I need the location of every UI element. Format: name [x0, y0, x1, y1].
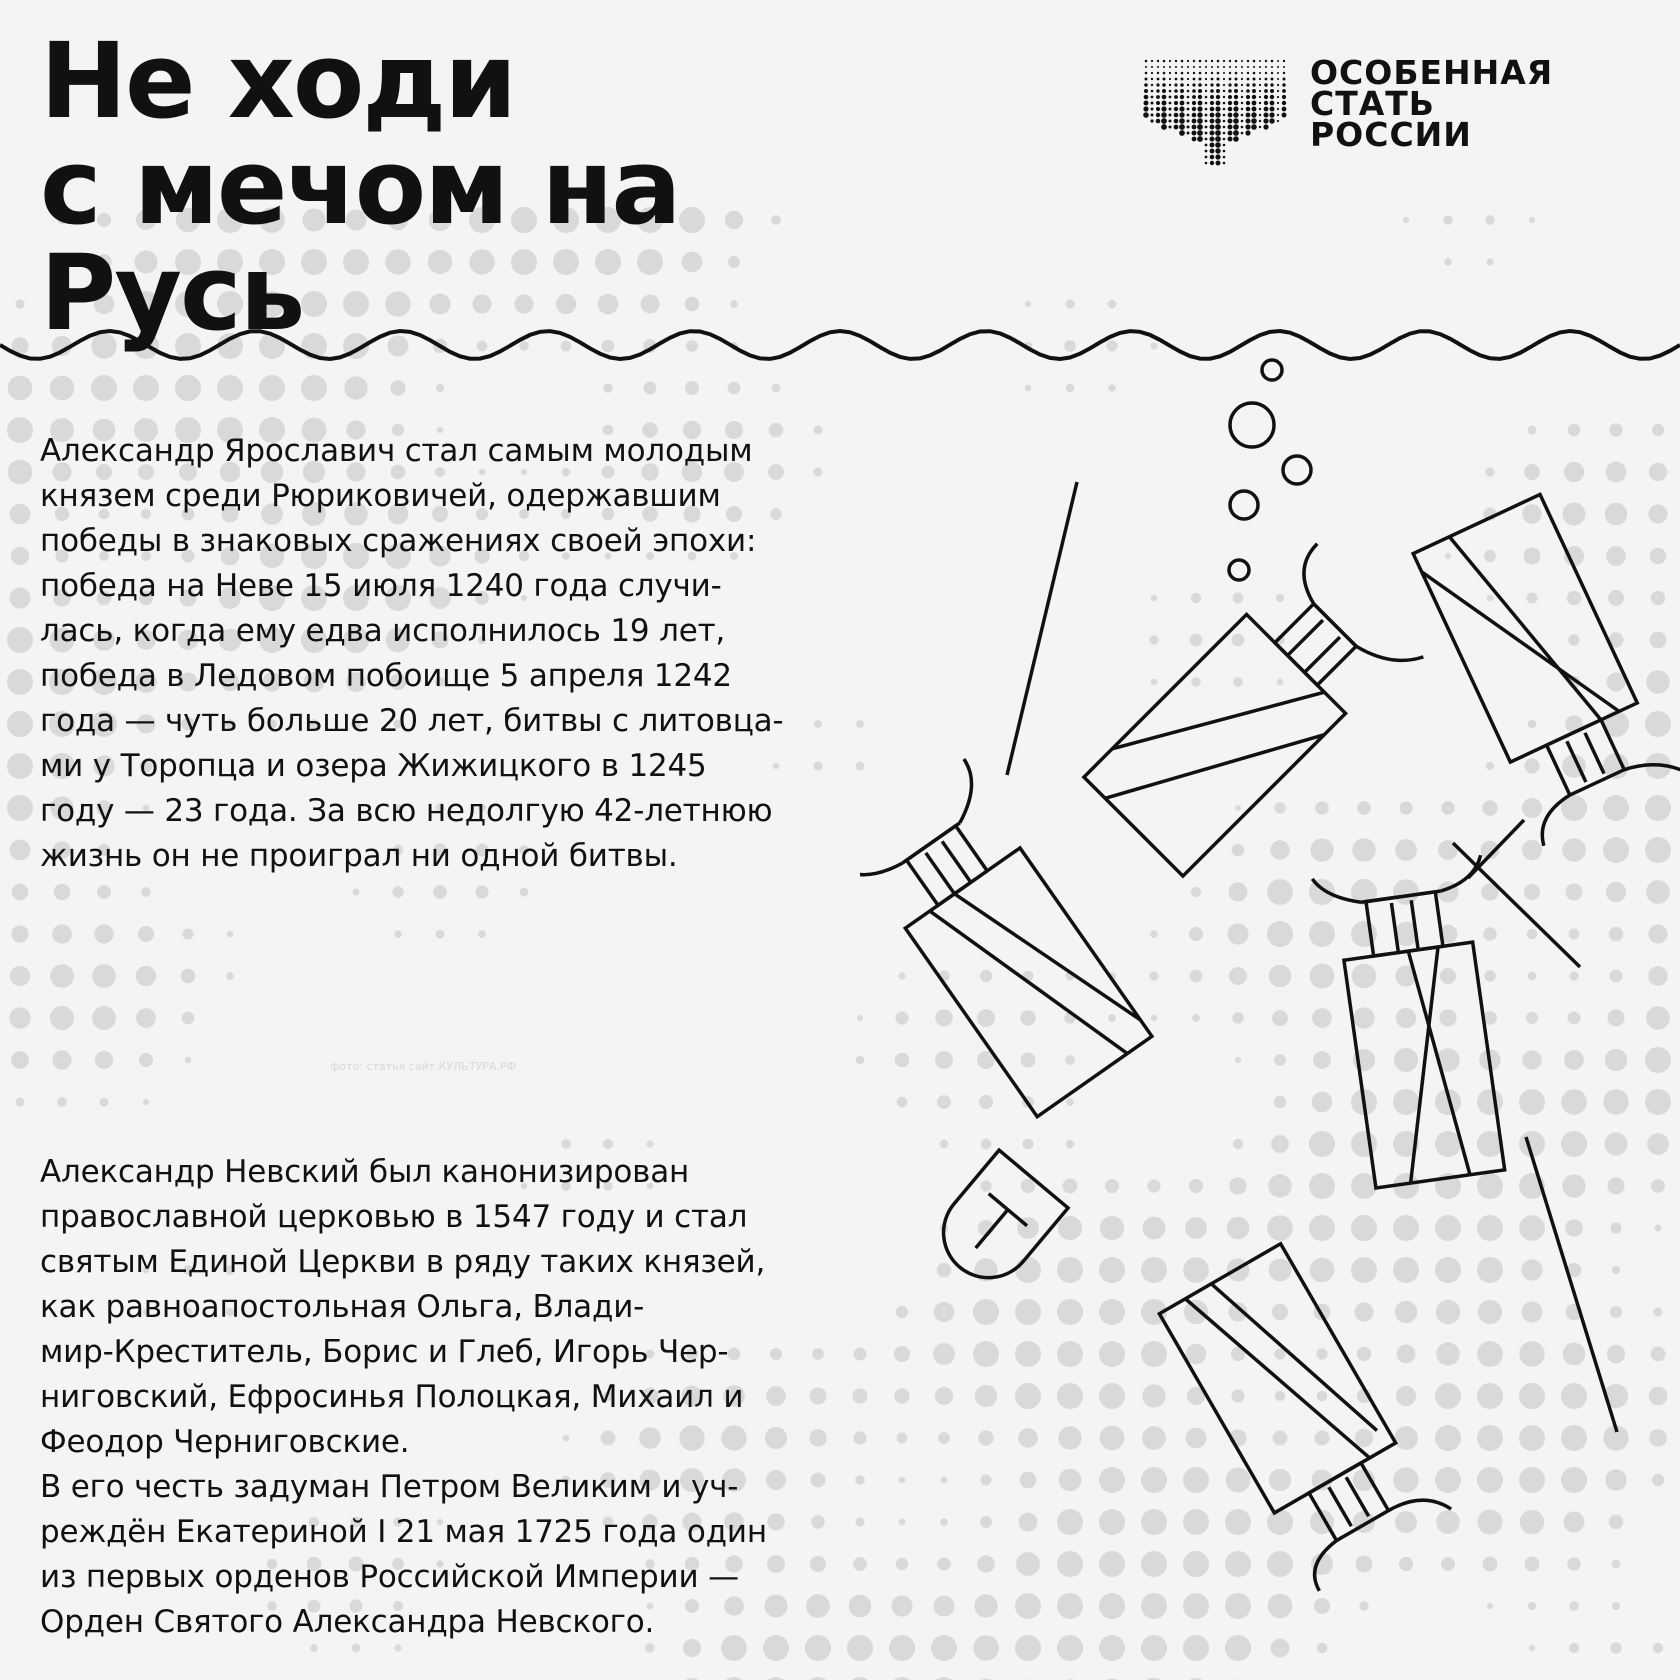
- halftone-dot: [1025, 301, 1031, 307]
- knight-figure: [1159, 1236, 1453, 1591]
- text-line: ниговский, Ефросинья Полоцкая, Михаил и: [40, 1379, 744, 1415]
- halftone-dot: [394, 930, 401, 937]
- halftone-dot: [646, 1140, 653, 1147]
- halftone-dot: [92, 1006, 116, 1030]
- brand-logo: [1130, 45, 1650, 170]
- text-line: святым Единой Церкви в ряду таких князей,: [40, 1244, 766, 1280]
- halftone-dot: [644, 382, 657, 395]
- knight-figure: [1084, 544, 1427, 887]
- text-line: лась, когда ему едва исполнилось 19 лет,: [40, 613, 726, 649]
- halftone-dot: [94, 924, 113, 943]
- halftone-dot: [7, 627, 33, 653]
- halftone-dot: [7, 711, 33, 737]
- halftone-dot: [475, 885, 488, 898]
- logo-wordmark: [1310, 53, 1554, 154]
- canonization-paragraph: [40, 1150, 860, 1645]
- halftone-dot: [1271, 1639, 1290, 1658]
- halftone-dot: [352, 888, 359, 895]
- halftone-dot: [390, 380, 405, 395]
- text-line: Феодор Черниговские.: [40, 1424, 410, 1460]
- bubble-icon: [1229, 560, 1249, 580]
- knight-figure: [1312, 855, 1524, 1191]
- halftone-dot: [433, 885, 447, 899]
- halftone-dot: [182, 1012, 195, 1025]
- sinking-knights-illustration: [860, 350, 1680, 1630]
- halftone-dot: [97, 885, 111, 899]
- title-line: Не ходи: [40, 20, 516, 142]
- halftone-dot: [1529, 1645, 1535, 1651]
- halftone-dot: [771, 215, 781, 225]
- halftone-dot: [394, 1644, 401, 1651]
- halftone-dot: [9, 1007, 30, 1028]
- halftone-dot: [183, 929, 194, 940]
- halftone-dot: [1485, 215, 1494, 224]
- halftone-dot: [139, 1053, 153, 1067]
- text-line: мир-Креститель, Борис и Глеб, Игорь Чер-: [40, 1334, 729, 1370]
- halftone-dot: [1317, 1643, 1328, 1654]
- halftone-dot: [1066, 300, 1075, 309]
- text-line: победа в Ледовом побоище 5 апреля 1242: [40, 658, 732, 694]
- halftone-dot: [725, 211, 743, 229]
- halftone-dot: [1099, 1635, 1125, 1661]
- knight-figure: [1409, 486, 1680, 846]
- halftone-dot: [392, 886, 403, 897]
- halftone-dot: [185, 1057, 192, 1064]
- halftone-dot: [1183, 1635, 1209, 1661]
- halftone-dot: [436, 384, 444, 392]
- halftone-dot: [561, 1139, 571, 1149]
- halftone-dot: [889, 1635, 915, 1661]
- halftone-dot: [9, 587, 30, 608]
- sword-line: [1007, 482, 1077, 775]
- halftone-dot: [11, 547, 29, 565]
- halftone-dot: [478, 930, 486, 938]
- text-line: князем среди Рюриковичей, одержавшим: [40, 478, 721, 514]
- halftone-dot: [730, 300, 738, 308]
- bubble-icon: [1230, 491, 1258, 519]
- bubble-icon: [1230, 403, 1274, 447]
- helmet-icon: [925, 1150, 1068, 1296]
- text-line: как равноапостольная Ольга, Влади-: [40, 1289, 645, 1325]
- halftone-dot: [100, 1098, 109, 1107]
- text-line: победы в знаковых сражениях своей эпохи:: [40, 523, 757, 559]
- halftone-dot: [141, 887, 151, 897]
- halftone-dot: [7, 795, 33, 821]
- halftone-dot: [181, 969, 195, 983]
- halftone-dot: [143, 1099, 149, 1105]
- eagle-emblem-icon: [1130, 45, 1300, 170]
- text-line: года — чуть больше 20 лет, битвы с литовца-: [40, 703, 784, 739]
- halftone-dot: [227, 931, 233, 937]
- halftone-dot: [682, 252, 703, 273]
- halftone-dot: [685, 381, 699, 395]
- halftone-dot: [1610, 1642, 1622, 1654]
- photo-credit: фото: статья сайт КУЛЬТУРА.РФ: [330, 1060, 517, 1073]
- text-line: В его честь задуман Петром Великим и уч-: [40, 1469, 739, 1505]
- halftone-dot: [50, 964, 74, 988]
- halftone-dot: [1569, 1643, 1579, 1653]
- halftone-dot: [1529, 217, 1535, 223]
- halftone-dot: [603, 383, 612, 392]
- sword-line: [1526, 1137, 1617, 1432]
- halftone-dot: [52, 1050, 71, 1069]
- halftone-dot: [10, 840, 31, 861]
- halftone-dot: [15, 299, 24, 308]
- halftone-dot: [138, 926, 154, 942]
- intro-paragraph: [40, 429, 860, 879]
- halftone-dot: [1653, 1643, 1663, 1653]
- halftone-dot: [52, 924, 72, 944]
- text-line: Александр Ярославич стал самым молодым: [40, 433, 753, 469]
- halftone-dot: [520, 888, 529, 897]
- halftone-dot: [1015, 1635, 1041, 1661]
- text-line: году — 23 года. За всю недолгую 42-летнюю: [40, 793, 773, 829]
- halftone-dot: [136, 966, 156, 986]
- text-line: православной церковью в 1547 году и стал: [40, 1199, 748, 1235]
- text-line: реждён Екатериной I 21 мая 1725 года один: [40, 1514, 767, 1550]
- halftone-dot: [1444, 258, 1452, 266]
- halftone-dot: [1141, 1635, 1167, 1661]
- halftone-dot: [136, 1008, 156, 1028]
- halftone-dot: [1225, 1635, 1251, 1661]
- halftone-dot: [12, 884, 29, 901]
- halftone-dot: [728, 256, 740, 268]
- title-line: с мечом на: [40, 126, 680, 248]
- title-line: Русь: [40, 232, 304, 354]
- halftone-dot: [1443, 215, 1453, 225]
- halftone-dot: [1403, 217, 1409, 223]
- halftone-dot: [92, 964, 116, 988]
- halftone-dot: [11, 925, 28, 942]
- bubble-icon: [1283, 456, 1311, 484]
- halftone-dot: [772, 384, 781, 393]
- logo-line: СТАТЬ: [1310, 84, 1435, 123]
- halftone-dot: [8, 460, 33, 485]
- text-line: из первых орденов Российской Империи —: [40, 1559, 739, 1595]
- halftone-dot: [603, 1139, 613, 1149]
- halftone-dot: [973, 1635, 999, 1661]
- halftone-dot: [728, 382, 741, 395]
- text-line: Орден Святого Александра Невского.: [40, 1604, 655, 1640]
- halftone-dot: [1057, 1635, 1083, 1661]
- bubble-icon: [1262, 360, 1282, 380]
- halftone-dot: [16, 1098, 25, 1107]
- logo-line: ОСОБЕННАЯ: [1310, 53, 1554, 92]
- halftone-dot: [95, 1051, 113, 1069]
- page-title: [40, 20, 680, 354]
- halftone-dot: [7, 417, 33, 443]
- halftone-dot: [11, 1051, 29, 1069]
- halftone-dot: [1108, 300, 1117, 309]
- halftone-dot: [54, 884, 71, 901]
- halftone-dot: [1486, 258, 1493, 265]
- knight-figure: [860, 759, 1156, 1128]
- halftone-dot: [10, 504, 31, 525]
- text-line: жизнь он не проиграл ни одной битвы.: [40, 838, 678, 874]
- halftone-dot: [7, 669, 33, 695]
- halftone-dot: [436, 930, 445, 939]
- halftone-dot: [226, 972, 234, 980]
- logo-line: РОССИИ: [1310, 115, 1472, 154]
- halftone-dot: [7, 753, 33, 779]
- halftone-dot: [57, 1097, 67, 1107]
- halftone-dot: [685, 297, 699, 311]
- halftone-dot: [310, 1644, 318, 1652]
- text-line: победа на Неве 15 июля 1240 года случи-: [40, 568, 722, 604]
- text-line: ми у Торопца и озера Жижицкого в 1245: [40, 748, 707, 784]
- halftone-dot: [50, 1006, 74, 1030]
- halftone-dot: [931, 1635, 957, 1661]
- halftone-dot: [10, 966, 30, 986]
- text-line: Александр Невский был канонизирован: [40, 1154, 690, 1190]
- halftone-dot: [679, 207, 705, 233]
